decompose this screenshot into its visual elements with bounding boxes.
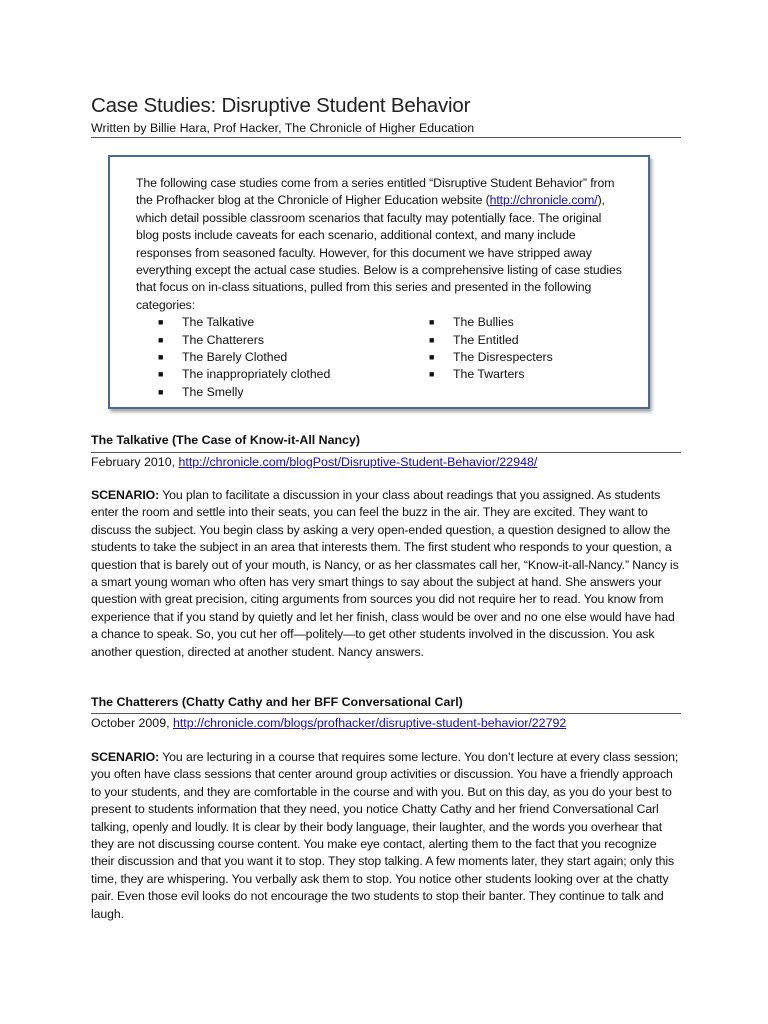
category-label: The inappropriately clothed xyxy=(182,367,331,382)
category-item xyxy=(158,332,330,349)
square-bullet-icon: ■ xyxy=(158,352,164,363)
category-item xyxy=(429,349,553,366)
section-date-line xyxy=(91,452,681,469)
section-date: February 2010, xyxy=(91,455,179,469)
category-label: The Smelly xyxy=(182,384,244,399)
scenario-label: SCENARIO: xyxy=(91,750,160,764)
category-label: The Entitled xyxy=(453,332,519,347)
category-label: The Talkative xyxy=(182,315,255,330)
square-bullet-icon: ■ xyxy=(429,334,435,345)
category-label: The Twarters xyxy=(453,367,525,382)
category-item xyxy=(429,332,553,349)
category-label: The Bullies xyxy=(453,315,514,330)
square-bullet-icon: ■ xyxy=(429,317,435,328)
category-item xyxy=(158,314,330,331)
square-bullet-icon: ■ xyxy=(158,317,164,328)
category-list xyxy=(136,314,622,402)
category-label: The Chatterers xyxy=(182,332,265,347)
document-byline: Written by Billie Hara, Prof Hacker, The Chronicle of Higher Education xyxy=(91,121,681,138)
source-link[interactable]: http://chronicle.com/blogs/profhacker/disruptive-student-behavior/22792 xyxy=(172,716,567,730)
section-heading-talkative: The Talkative (The Case of Know-it-All Nancy) xyxy=(91,433,360,447)
scenario-paragraph xyxy=(91,487,681,661)
scenario-paragraph xyxy=(91,749,681,923)
scenario-label: SCENARIO: xyxy=(91,488,160,502)
source-link[interactable]: http://chronicle.com/blogPost/Disruptive-Student-Behavior/22948/ xyxy=(178,455,538,469)
category-label: The Disrespecters xyxy=(453,350,553,365)
intro-callout-box xyxy=(108,155,650,409)
category-label: The Barely Clothed xyxy=(182,350,288,365)
square-bullet-icon: ■ xyxy=(158,334,164,345)
intro-text-after-link: ), which detail possible classroom scenarios that faculty may potentially face. The original blog posts include caveats for each scenario, additional context, and many include responses from seasoned faculty. However, for this document we have stripped away everything except the actual case studies. Below is a comprehensive listing of case studies that focus on in-class situations, pulled from this series and presented in the following categories: xyxy=(136,193,622,312)
intro-paragraph xyxy=(136,175,622,314)
section-heading-chatterers: The Chatterers (Chatty Cathy and her BFF Conversational Carl) xyxy=(91,695,463,709)
section-date-line xyxy=(91,713,681,730)
chronicle-link[interactable]: http://chronicle.com/ xyxy=(489,193,598,208)
category-item xyxy=(158,366,330,383)
category-column-left xyxy=(158,314,330,401)
category-column-right xyxy=(429,314,553,384)
intro-text-before-link: The following case studies come from a series entitled “Disruptive Student Behavior” from the Profhacker blog at the Chronicle of Higher Education website ( xyxy=(136,176,615,208)
category-item xyxy=(158,349,330,366)
square-bullet-icon: ■ xyxy=(429,352,435,363)
section-date: October 2009, xyxy=(91,716,173,730)
scenario-text: You are lecturing in a course that requires some lecture. You don’t lecture at every class session; you often have class sessions that center around group activities or discussion. You have a friendly approach to your students, and they are comfortable in the course and with you. But on this day, as you do your best to present to students information that they need, you notice Chatty Cathy and her friend Conversational Carl talking, openly and loudly. It is clear by their body language, their laughter, and the words you overhear that they are not discussing course content. You make eye contact, alerting them to the fact that you recognize their discussion and that you want it to stop. They stop talking. A few moments later, they start again; only this time, they are whispering. You verbally ask them to stop. You notice other students looking over at the chatty pair. Even those evil looks do not encourage the two students to stop their banter. They continue to talk and laugh. xyxy=(91,750,679,921)
category-item xyxy=(429,314,553,331)
document-title: Case Studies: Disruptive Student Behavior xyxy=(91,94,471,117)
square-bullet-icon: ■ xyxy=(158,386,164,397)
category-item xyxy=(158,384,330,401)
square-bullet-icon: ■ xyxy=(429,369,435,380)
category-item xyxy=(429,366,553,383)
square-bullet-icon: ■ xyxy=(158,369,164,380)
scenario-text: You plan to facilitate a discussion in your class about readings that you assigned. As students enter the room and settle into their seats, you can feel the buzz in the air. They are excited. They want to discuss the subject. You begin class by asking a very open-ended question, a question designed to allow the students to take the subject in an area that interests them. The first student who responds to your question, a question that is barely out of your mouth, is Nancy, or as her classmates call her, “Know-it-all-Nancy.” Nancy is a smart young woman who often has very smart things to say about the subject at hand. She answers your question with great precision, citing arguments from sources you did not require her to read. You know from experience that if you stand by quietly and let her finish, class would be over and no one else would have had a chance to speak. So, you cut her off—politely—to get other students involved in the discussion. You ask another question, directed at another student. Nancy answers. xyxy=(91,488,679,659)
